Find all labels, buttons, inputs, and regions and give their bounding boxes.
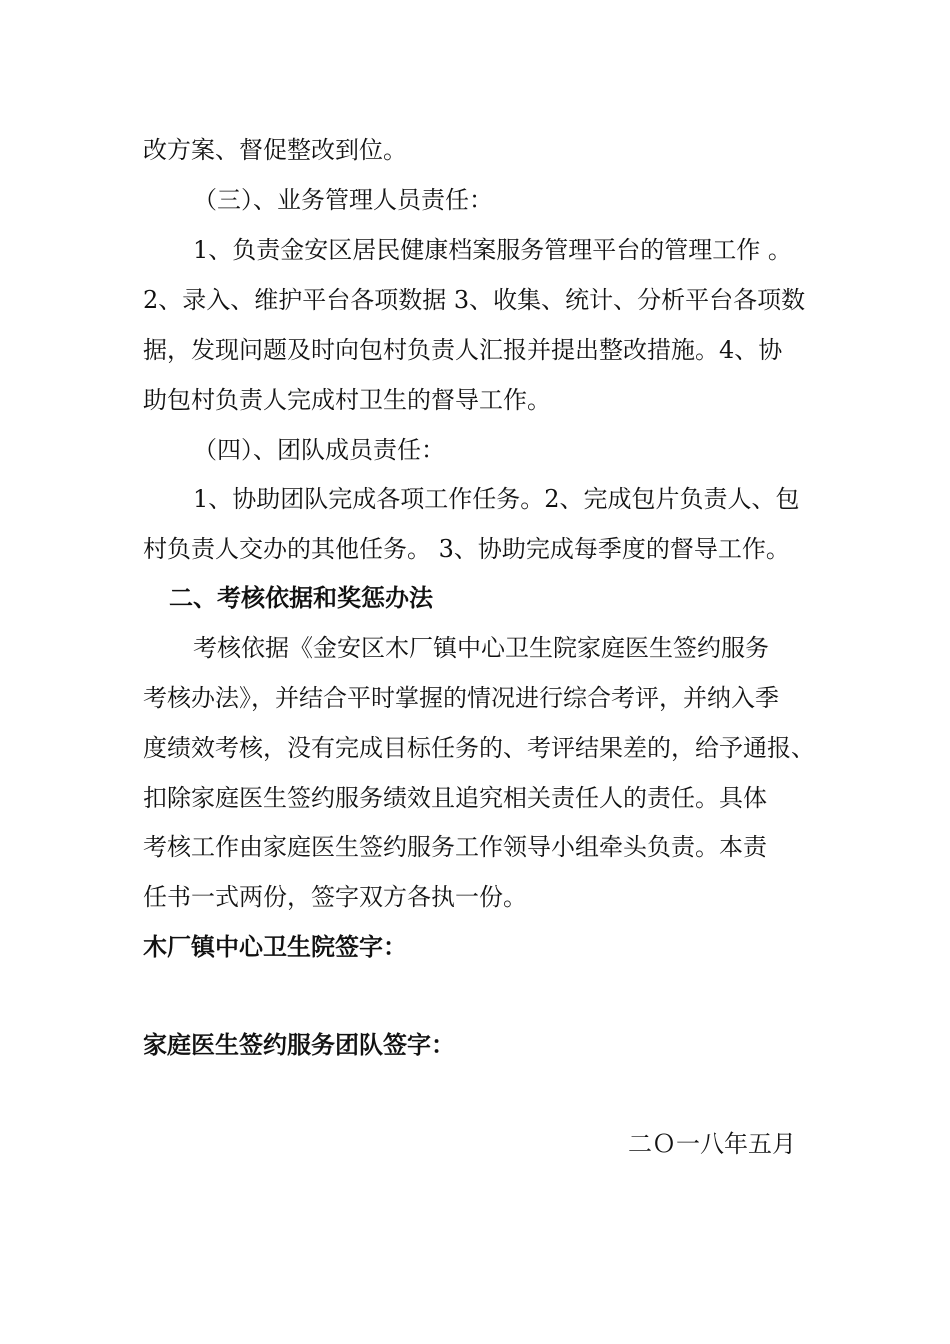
paragraph-line: 1、协助团队完成各项工作任务。2、完成包片负责人、包 (193, 485, 800, 513)
signature-hospital-label: 木厂镇中心卫生院签字： (143, 932, 407, 961)
paragraph-line: 考核办法》，并结合平时掌握的情况进行综合考评，并纳入季 (143, 684, 779, 712)
paragraph-line: 扣除家庭医生签约服务绩效且追究相关责任人的责任。具体 (143, 784, 767, 812)
signature-team-label: 家庭医生签约服务团队签字： (143, 1030, 455, 1059)
document-date: 二Ｏ一八年五月 (628, 1130, 796, 1158)
paragraph-line: 考核依据《金安区木厂镇中心卫生院家庭医生签约服务 (193, 634, 769, 662)
paragraph-line: 改方案、督促整改到位。 (143, 136, 407, 164)
paragraph-line: 度绩效考核，没有完成目标任务的、考评结果差的，给予通报、 (143, 734, 815, 762)
section-heading-assessment: 二、考核依据和奖惩办法 (169, 583, 433, 612)
section-heading-team-members: （四）、团队成员责任： (193, 436, 445, 464)
paragraph-line: 据，发现问题及时向包村负责人汇报并提出整改措施。4、协 (143, 336, 783, 364)
paragraph-line: 助包村负责人完成村卫生的督导工作。 (143, 386, 551, 414)
paragraph-line: 村负责人交办的其他任务。 3、协助完成每季度的督导工作。 (143, 535, 790, 563)
paragraph-line: 2、录入、维护平台各项数据 3、收集、统计、分析平台各项数 (143, 286, 806, 314)
paragraph-line: 考核工作由家庭医生签约服务工作领导小组牵头负责。本责 (143, 833, 767, 861)
section-heading-business-managers: （三）、业务管理人员责任： (193, 186, 493, 214)
paragraph-line: 1、负责金安区居民健康档案服务管理平台的管理工作 。 (193, 236, 792, 264)
paragraph-line: 任书一式两份，签字双方各执一份。 (143, 883, 527, 911)
